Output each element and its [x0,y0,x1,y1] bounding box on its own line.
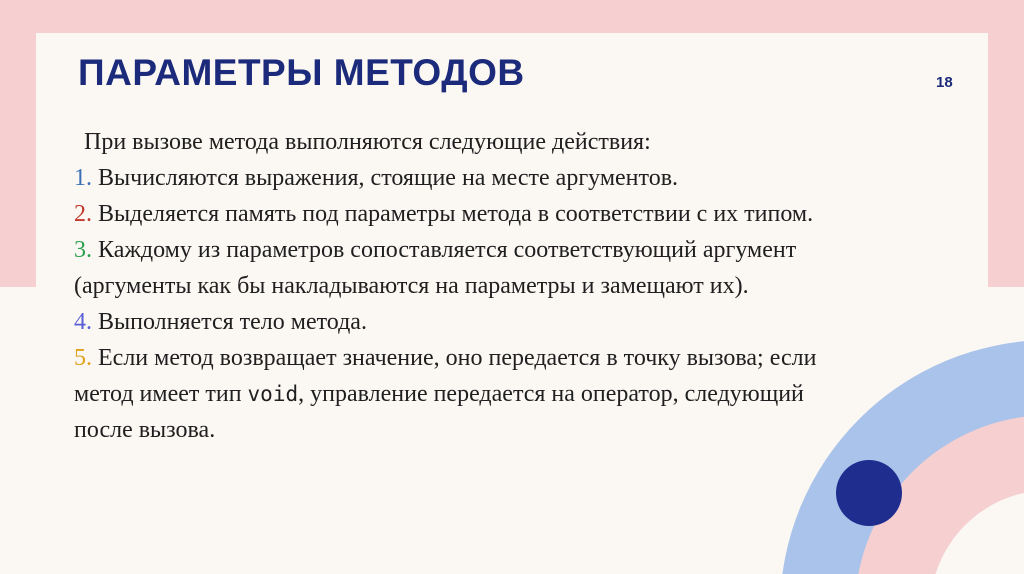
list-item [74,232,854,304]
navy-dot [836,460,902,526]
list-item [74,196,854,232]
void-keyword: void [247,382,299,406]
list-item [74,160,854,196]
item-number: 4. [74,309,92,335]
item-text: Выполняется тело метода. [98,309,367,335]
item-number: 5. [74,345,92,371]
item-text-continued: , управление передается на оператор, следующий после вызова. [74,381,804,443]
list-item [74,340,854,448]
slide-body [74,124,854,448]
item-text: Каждому из параметров сопоставляется соответствующий аргумент (аргументы как бы накладываются на параметры и замещают их). [74,237,797,299]
item-number: 3. [74,237,92,263]
intro-text: При вызове метода выполняются следующие действия: [84,129,651,155]
item-text: Выделяется память под параметры метода в соответствии с их типом. [98,201,814,227]
page-title: ПАРАМЕТРЫ МЕТОДОВ [78,52,525,93]
item-number: 2. [74,201,92,227]
item-text: Если метод возвращает значение, оно передается в точку вызова; если метод имеет тип [74,345,817,407]
item-number: 1. [74,165,92,191]
item-text: Вычисляются выражения, стоящие на месте аргументов. [98,165,679,191]
list-item [74,304,854,340]
page-number: 18 [936,74,953,91]
